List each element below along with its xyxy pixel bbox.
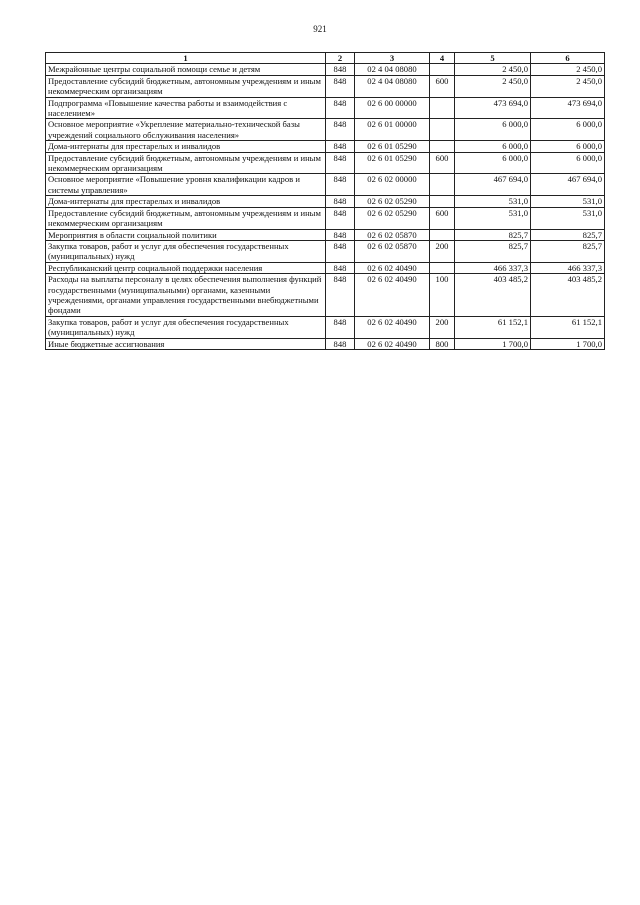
row-admin-code-cell: 848 — [326, 262, 355, 273]
row-name-cell: Предоставление субсидий бюджетным, автономным учреждениям и иным некоммерческим организациям — [46, 207, 326, 229]
row-name-cell: Мероприятия в области социальной политики — [46, 229, 326, 240]
row-name-cell: Межрайонные центры социальной помощи семье и детям — [46, 64, 326, 75]
row-admin-code-cell: 848 — [326, 338, 355, 349]
row-expense-type-cell: 600 — [430, 75, 455, 97]
row-amount-cell: 473 694,0 — [455, 97, 531, 119]
row-expense-type-cell: 600 — [430, 152, 455, 174]
row-admin-code-cell: 848 — [326, 196, 355, 207]
table-row — [46, 196, 605, 207]
row-amount-cell: 467 694,0 — [455, 174, 531, 196]
table-row — [46, 316, 605, 338]
row-amount-cell: 6 000,0 — [455, 119, 531, 141]
table-row — [46, 229, 605, 240]
row-amount-total-cell: 473 694,0 — [531, 97, 605, 119]
col-header-3: 3 — [355, 53, 430, 64]
row-target-article-cell: 02 6 02 05870 — [355, 240, 430, 262]
row-target-article-cell: 02 6 02 05290 — [355, 207, 430, 229]
row-expense-type-cell: 200 — [430, 316, 455, 338]
row-expense-type-cell: 200 — [430, 240, 455, 262]
row-name-cell: Закупка товаров, работ и услуг для обеспечения государственных (муниципальных) нужд — [46, 240, 326, 262]
row-amount-total-cell: 403 485,2 — [531, 274, 605, 317]
row-name-cell: Основное мероприятие «Укрепление материально-технической базы учреждений социального обслуживания населения» — [46, 119, 326, 141]
col-header-5: 5 — [455, 53, 531, 64]
row-name-cell: Подпрограмма «Повышение качества работы и взаимодействия с населением» — [46, 97, 326, 119]
row-expense-type-cell — [430, 196, 455, 207]
row-amount-total-cell: 531,0 — [531, 207, 605, 229]
page-number: 921 — [313, 24, 327, 34]
row-name-cell: Закупка товаров, работ и услуг для обеспечения государственных (муниципальных) нужд — [46, 316, 326, 338]
row-name-cell: Дома-интернаты для престарелых и инвалидов — [46, 196, 326, 207]
row-admin-code-cell: 848 — [326, 316, 355, 338]
row-admin-code-cell: 848 — [326, 174, 355, 196]
row-admin-code-cell: 848 — [326, 64, 355, 75]
row-amount-cell: 825,7 — [455, 229, 531, 240]
header-row — [46, 53, 605, 64]
row-amount-total-cell: 2 450,0 — [531, 75, 605, 97]
row-target-article-cell: 02 6 02 40490 — [355, 316, 430, 338]
row-amount-cell: 61 152,1 — [455, 316, 531, 338]
row-expense-type-cell — [430, 141, 455, 152]
row-name-cell: Основное мероприятие «Повышение уровня квалификации кадров и системы управления» — [46, 174, 326, 196]
row-admin-code-cell: 848 — [326, 240, 355, 262]
row-admin-code-cell: 848 — [326, 97, 355, 119]
row-admin-code-cell: 848 — [326, 141, 355, 152]
table-row — [46, 152, 605, 174]
table-row — [46, 119, 605, 141]
budget-table — [45, 52, 605, 350]
row-admin-code-cell: 848 — [326, 274, 355, 317]
table-row — [46, 240, 605, 262]
row-amount-cell: 6 000,0 — [455, 152, 531, 174]
row-admin-code-cell: 848 — [326, 152, 355, 174]
row-amount-cell: 403 485,2 — [455, 274, 531, 317]
row-amount-total-cell: 466 337,3 — [531, 262, 605, 273]
row-target-article-cell: 02 4 04 08080 — [355, 64, 430, 75]
table-row — [46, 262, 605, 273]
row-expense-type-cell: 800 — [430, 338, 455, 349]
row-admin-code-cell: 848 — [326, 75, 355, 97]
row-target-article-cell: 02 6 00 00000 — [355, 97, 430, 119]
row-expense-type-cell — [430, 119, 455, 141]
row-amount-cell: 2 450,0 — [455, 75, 531, 97]
row-amount-cell: 825,7 — [455, 240, 531, 262]
table-row — [46, 64, 605, 75]
table-row — [46, 75, 605, 97]
table-row — [46, 141, 605, 152]
row-amount-cell: 6 000,0 — [455, 141, 531, 152]
table-row — [46, 97, 605, 119]
row-target-article-cell: 02 6 01 05290 — [355, 152, 430, 174]
row-target-article-cell: 02 6 01 00000 — [355, 119, 430, 141]
row-target-article-cell: 02 6 02 40490 — [355, 338, 430, 349]
row-amount-total-cell: 6 000,0 — [531, 141, 605, 152]
col-header-4: 4 — [430, 53, 455, 64]
row-target-article-cell: 02 4 04 08080 — [355, 75, 430, 97]
row-target-article-cell: 02 6 02 40490 — [355, 274, 430, 317]
col-header-2: 2 — [326, 53, 355, 64]
table-row — [46, 174, 605, 196]
row-admin-code-cell: 848 — [326, 207, 355, 229]
row-amount-total-cell: 825,7 — [531, 240, 605, 262]
table-row — [46, 207, 605, 229]
row-target-article-cell: 02 6 01 05290 — [355, 141, 430, 152]
row-target-article-cell: 02 6 02 05870 — [355, 229, 430, 240]
row-expense-type-cell: 100 — [430, 274, 455, 317]
row-amount-cell: 466 337,3 — [455, 262, 531, 273]
row-target-article-cell: 02 6 02 05290 — [355, 196, 430, 207]
table-body — [46, 64, 605, 350]
row-amount-total-cell: 61 152,1 — [531, 316, 605, 338]
row-name-cell: Предоставление субсидий бюджетным, автономным учреждениям и иным некоммерческим организациям — [46, 152, 326, 174]
row-amount-total-cell: 6 000,0 — [531, 119, 605, 141]
row-target-article-cell: 02 6 02 00000 — [355, 174, 430, 196]
row-name-cell: Иные бюджетные ассигнования — [46, 338, 326, 349]
row-amount-total-cell: 6 000,0 — [531, 152, 605, 174]
row-expense-type-cell — [430, 174, 455, 196]
col-header-6: 6 — [531, 53, 605, 64]
row-name-cell: Дома-интернаты для престарелых и инвалидов — [46, 141, 326, 152]
row-amount-total-cell: 1 700,0 — [531, 338, 605, 349]
row-name-cell: Расходы на выплаты персоналу в целях обеспечения выполнения функций государственными (муниципальными) органами, казенными учреждениями, органами управления государственными внебюджетными фондами — [46, 274, 326, 317]
row-expense-type-cell: 600 — [430, 207, 455, 229]
row-amount-cell: 531,0 — [455, 196, 531, 207]
col-header-1: 1 — [46, 53, 326, 64]
row-amount-cell: 2 450,0 — [455, 64, 531, 75]
row-admin-code-cell: 848 — [326, 229, 355, 240]
row-expense-type-cell — [430, 97, 455, 119]
row-amount-cell: 1 700,0 — [455, 338, 531, 349]
row-expense-type-cell — [430, 229, 455, 240]
row-amount-cell: 531,0 — [455, 207, 531, 229]
row-admin-code-cell: 848 — [326, 119, 355, 141]
row-expense-type-cell — [430, 262, 455, 273]
row-name-cell: Предоставление субсидий бюджетным, автономным учреждениям и иным некоммерческим организациям — [46, 75, 326, 97]
row-name-cell: Республиканский центр социальной поддержки населения — [46, 262, 326, 273]
table-row — [46, 338, 605, 349]
row-target-article-cell: 02 6 02 40490 — [355, 262, 430, 273]
row-amount-total-cell: 2 450,0 — [531, 64, 605, 75]
table-row — [46, 274, 605, 317]
row-expense-type-cell — [430, 64, 455, 75]
row-amount-total-cell: 531,0 — [531, 196, 605, 207]
row-amount-total-cell: 467 694,0 — [531, 174, 605, 196]
row-amount-total-cell: 825,7 — [531, 229, 605, 240]
